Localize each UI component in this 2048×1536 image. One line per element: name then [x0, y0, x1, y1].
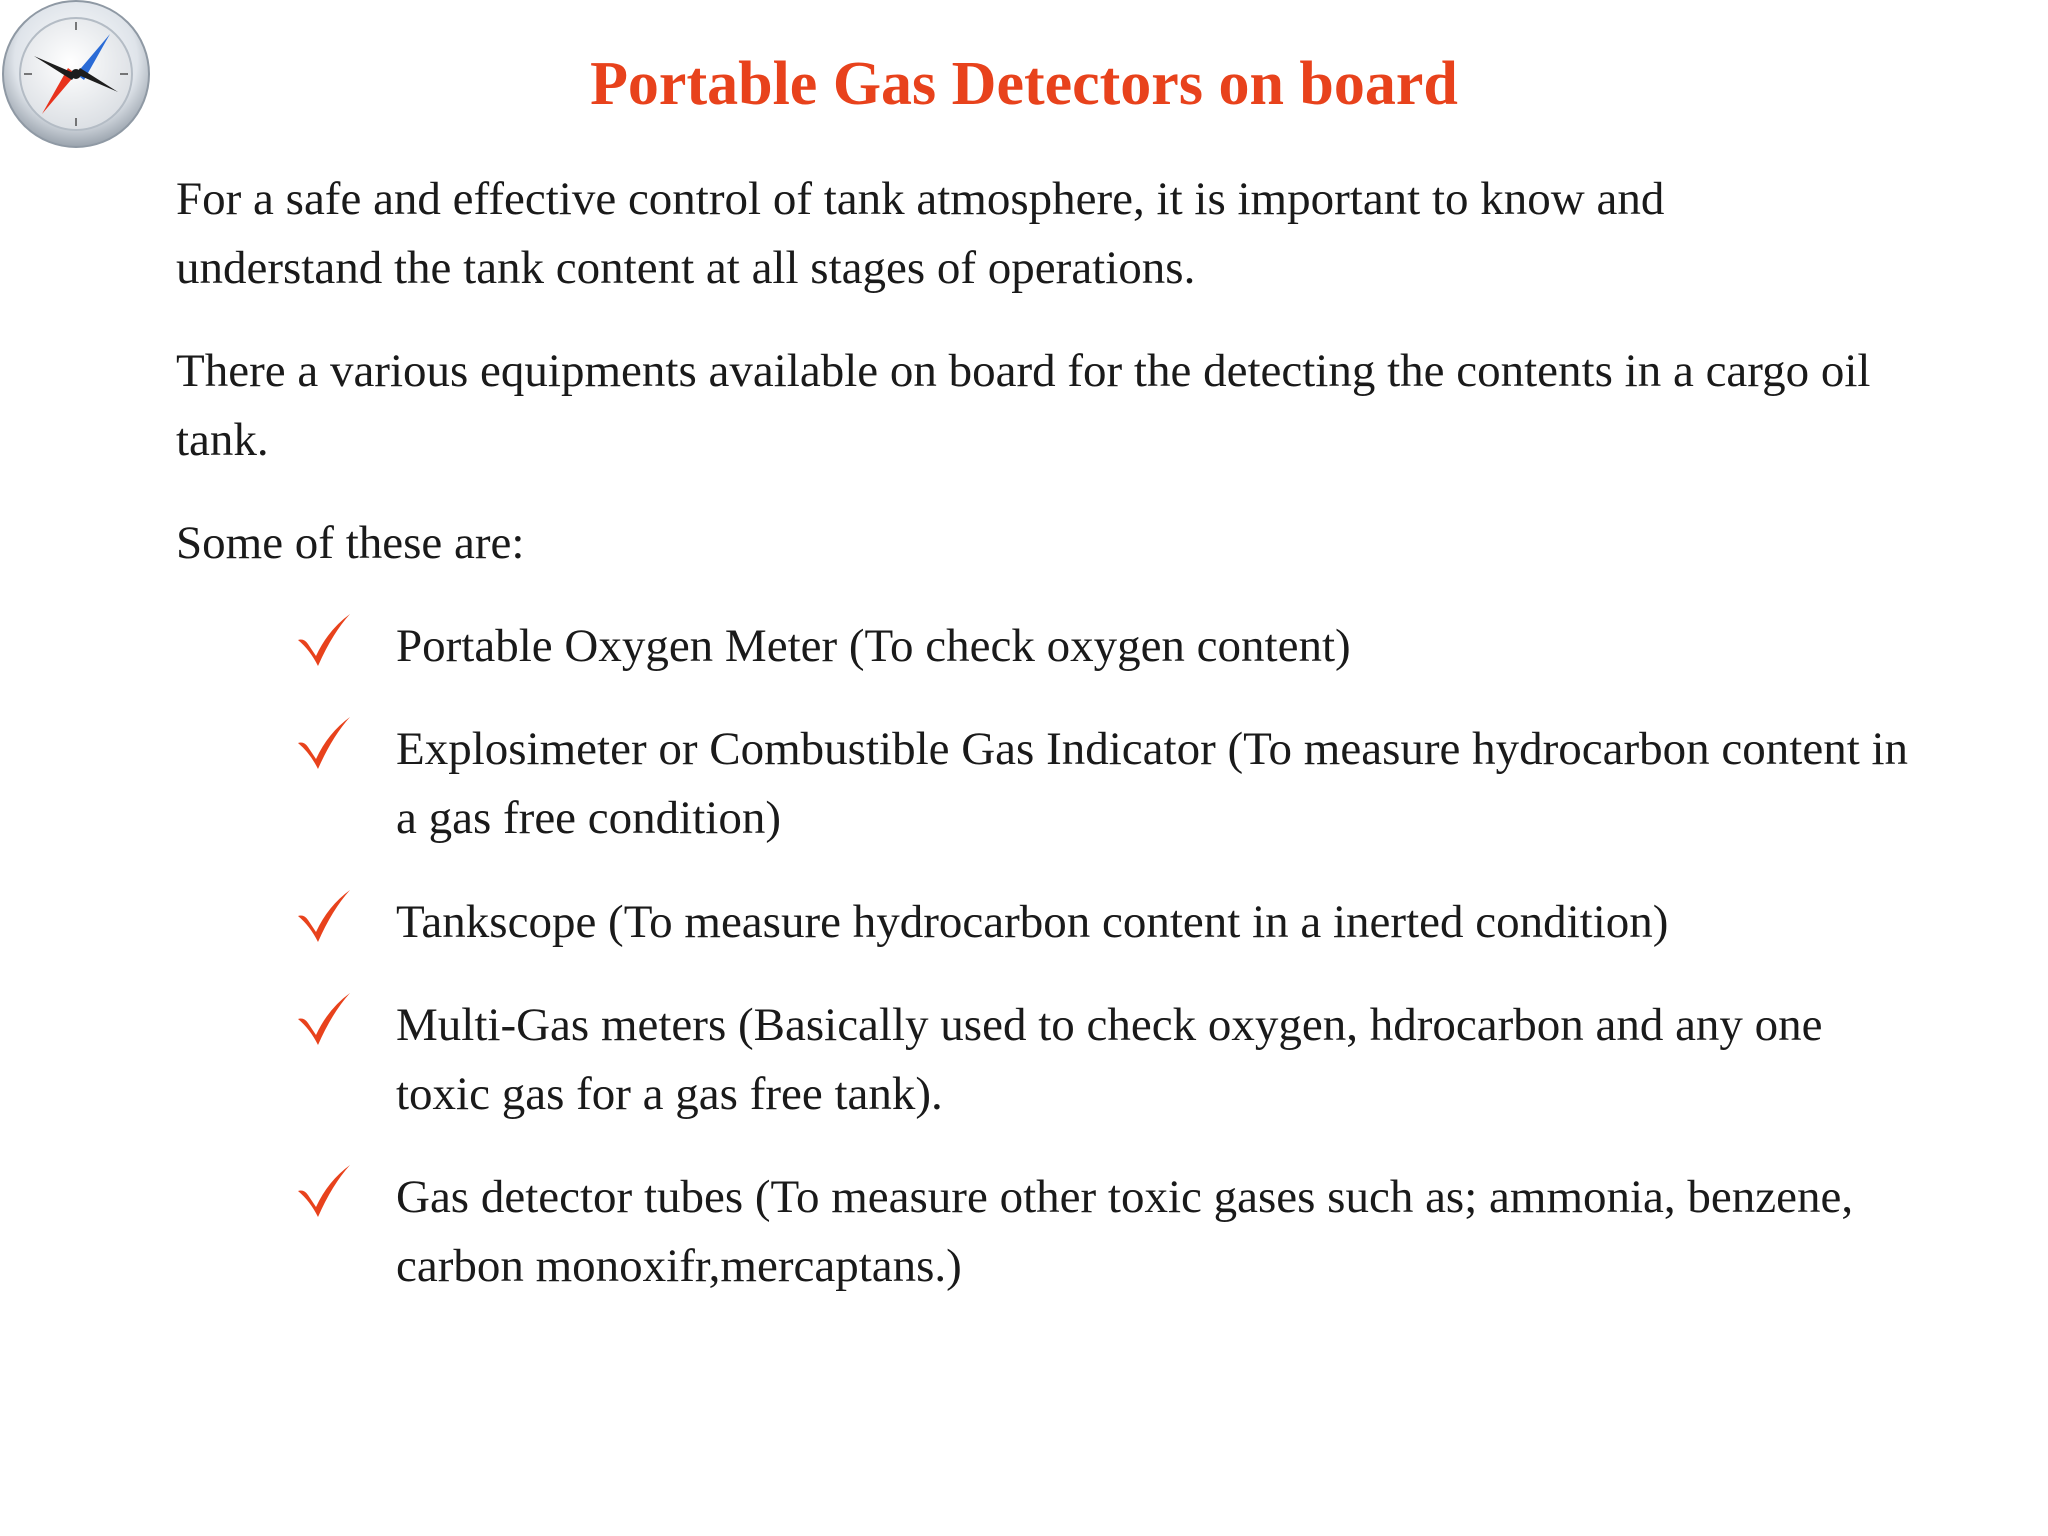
checkmark-icon [294, 886, 354, 946]
list-item-text: Multi-Gas meters (Basically used to check oxygen, hdrocarbon and any one toxic gas for a gas free tank). [396, 999, 1823, 1120]
slide-title [0, 46, 2048, 122]
list-item-text: Portable Oxygen Meter (To check oxygen content) [396, 620, 1351, 672]
slide-title-text: Portable Gas Detectors on board [590, 50, 1458, 118]
checkmark-icon [294, 713, 354, 773]
checkmark-icon [294, 610, 354, 670]
list-item-text: Explosimeter or Combustible Gas Indicator (To measure hydrocarbon content in a gas free condition) [396, 723, 1909, 844]
list-item-text: Gas detector tubes (To measure other toxic gases such as; ammonia, benzene, carbon monoxifr,mercaptans.) [396, 1171, 1854, 1292]
intro-paragraph: For a safe and effective control of tank atmosphere, it is important to know and understand the tank content at all stages of operations. [176, 173, 1665, 294]
equipment-paragraph: There a various equipments available on board for the detecting the contents in a cargo oil tank. [176, 345, 1871, 466]
list-item-text: Tankscope (To measure hydrocarbon content in a inerted condition) [396, 896, 1669, 948]
checkmark-icon [294, 989, 354, 1049]
list-intro: Some of these are: [176, 517, 525, 569]
checkmark-icon [294, 1161, 354, 1221]
